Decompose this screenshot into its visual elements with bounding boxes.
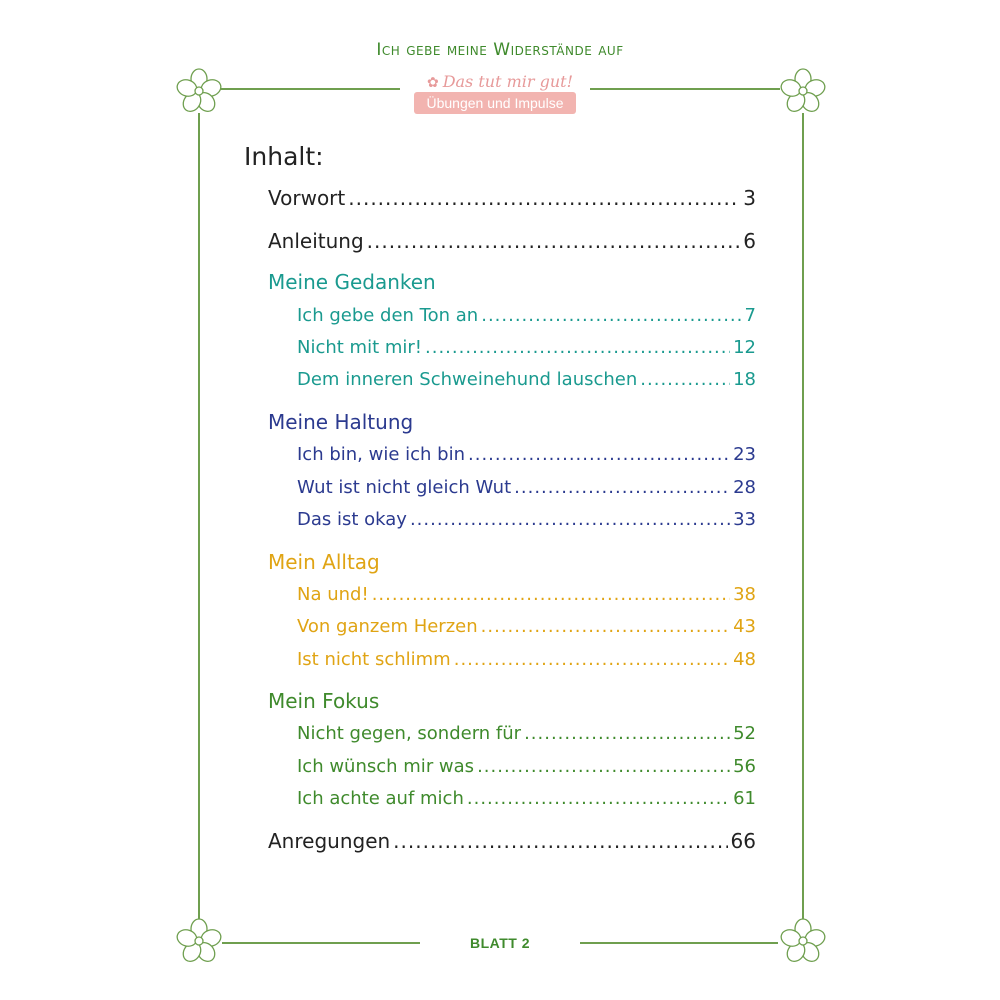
toc-entry-label: Ist nicht schlimm: [297, 649, 451, 670]
toc-entry-page: 66: [730, 829, 756, 853]
toc-entry-label: Vorwort: [268, 186, 346, 210]
toc-entry-page: 33: [733, 509, 756, 530]
sheet-number: BLATT 2: [469, 935, 530, 951]
toc-section-title[interactable]: Meine Gedanken: [268, 270, 436, 294]
toc-entry[interactable]: [297, 584, 756, 605]
toc-entry-page: 38: [733, 584, 756, 605]
toc-entry-page: 28: [733, 477, 756, 498]
toc-entry-page: 18: [733, 369, 756, 390]
toc-entry-page: 52: [733, 723, 756, 744]
toc-entry-page: 48: [733, 649, 756, 670]
toc-entry-label: Anregungen: [268, 829, 391, 853]
toc-section-title[interactable]: Mein Fokus: [268, 689, 380, 713]
toc-entry-page: 56: [733, 756, 756, 777]
toc-entry-label: Ich achte auf mich: [297, 788, 464, 809]
toc-entry-page: 3: [743, 186, 756, 210]
toc-entry-page: 61: [733, 788, 756, 809]
toc-entry-label: Nicht mit mir!: [297, 337, 423, 358]
toc-entry[interactable]: [268, 829, 756, 853]
book-title: Ich gebe meine Widerstände auf: [376, 40, 624, 60]
toc-entry-label: Ich gebe den Ton an: [297, 305, 479, 326]
toc-entry-page: 43: [733, 616, 756, 637]
toc-entry[interactable]: [297, 649, 756, 670]
toc-entry[interactable]: [297, 756, 756, 777]
toc-entry[interactable]: [297, 723, 756, 744]
toc-entry[interactable]: [297, 305, 756, 326]
toc-entry-label: Wut ist nicht gleich Wut: [297, 477, 512, 498]
toc-entry-label: Von ganzem Herzen: [297, 616, 478, 637]
toc-entry[interactable]: [297, 444, 756, 465]
toc-heading: Inhalt:: [244, 142, 324, 171]
lotus-icon: ✿: [426, 75, 439, 91]
toc-entry-label: Na und!: [297, 584, 369, 605]
toc-entry[interactable]: [268, 229, 756, 253]
toc-section-title[interactable]: Mein Alltag: [268, 550, 380, 574]
toc-entry[interactable]: [297, 616, 756, 637]
toc-entry-label: Nicht gegen, sondern für: [297, 723, 522, 744]
toc-entry-label: Das ist okay: [297, 509, 407, 530]
toc-entry-page: 6: [743, 229, 756, 253]
toc-entry-label: Ich bin, wie ich bin: [297, 444, 465, 465]
toc-entry[interactable]: [268, 186, 756, 210]
toc-section-title[interactable]: Meine Haltung: [268, 410, 414, 434]
toc-entry[interactable]: [297, 477, 756, 498]
toc-entry[interactable]: [297, 788, 756, 809]
toc-entry-page: 23: [733, 444, 756, 465]
toc-entry-page: 12: [733, 337, 756, 358]
toc-entry-label: Anleitung: [268, 229, 364, 253]
toc-entry-label: Ich wünsch mir was: [297, 756, 475, 777]
subtitle-text: Das tut mir gut!: [442, 72, 574, 91]
toc-entry-label: Dem inneren Schweinehund lauschen: [297, 369, 638, 390]
toc-entry[interactable]: [297, 509, 756, 530]
category-badge: Übungen und Impulse: [414, 92, 576, 114]
toc-entry[interactable]: [297, 337, 756, 358]
toc-entry[interactable]: [297, 369, 756, 390]
toc-entry-page: 7: [744, 305, 756, 326]
